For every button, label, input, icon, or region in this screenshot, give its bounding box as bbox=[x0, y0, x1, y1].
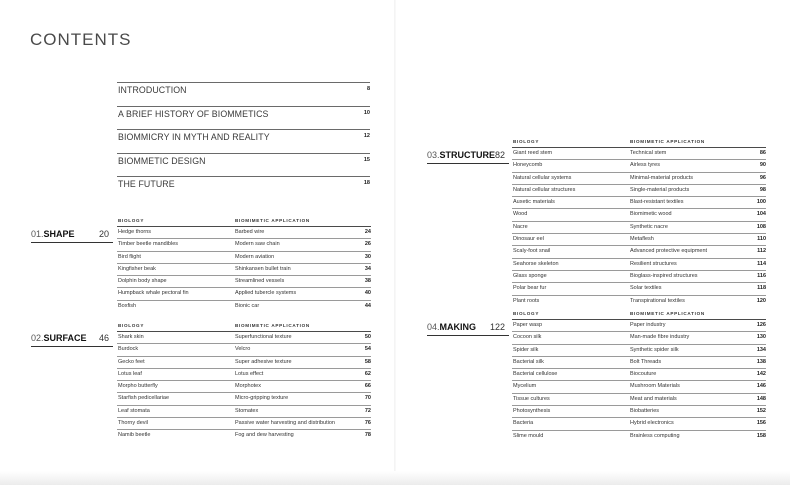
page-cell: 134 bbox=[756, 346, 766, 353]
section-heading bbox=[427, 150, 505, 160]
application-cell: Applied tubercle systems bbox=[235, 290, 297, 297]
page-cell: 58 bbox=[364, 358, 371, 365]
biology-cell: Plant roots bbox=[513, 297, 540, 304]
table-row bbox=[117, 356, 371, 368]
table-row bbox=[117, 429, 371, 441]
section-number: 03. bbox=[427, 150, 440, 160]
biology-cell: Dolphin body shape bbox=[118, 278, 167, 285]
application-cell: Technical stem bbox=[630, 150, 667, 156]
table-row bbox=[117, 405, 371, 417]
table-row bbox=[512, 368, 766, 380]
application-cell: Minimal-material products bbox=[630, 174, 693, 181]
table-row bbox=[512, 258, 766, 270]
biology-cell: Leaf stomata bbox=[118, 407, 150, 414]
section-page: 20 bbox=[98, 229, 109, 239]
biology-cell: Kingfisher beak bbox=[118, 265, 156, 272]
application-cell: Shinkansen bullet train bbox=[235, 265, 291, 272]
column-header-application: BIOMIMETIC APPLICATION bbox=[235, 218, 310, 223]
biology-cell: Hedge thorns bbox=[118, 229, 152, 235]
application-cell: Single-material products bbox=[630, 186, 690, 193]
page-title: CONTENTS bbox=[30, 30, 132, 49]
table-row bbox=[117, 263, 371, 275]
table-row bbox=[117, 251, 371, 263]
intro-item-label: INTRODUCTION bbox=[118, 85, 187, 95]
page-cell: 40 bbox=[364, 290, 371, 297]
page-cell: 24 bbox=[364, 229, 371, 235]
column-header-biology: BIOLOGY bbox=[118, 218, 145, 223]
application-cell: Stomatex bbox=[235, 407, 259, 414]
application-cell: Modern saw chain bbox=[235, 241, 280, 248]
section-name: SHAPE bbox=[43, 229, 75, 239]
table-row bbox=[512, 319, 766, 331]
section-page: 82 bbox=[494, 150, 505, 160]
section-heading bbox=[427, 322, 505, 332]
biology-cell: Dinosaur eel bbox=[513, 236, 544, 243]
table-row bbox=[512, 430, 766, 442]
intro-item bbox=[117, 153, 370, 177]
table-row bbox=[117, 287, 371, 299]
column-header-application: BIOMIMETIC APPLICATION bbox=[630, 311, 705, 316]
application-cell: Biomimetic wood bbox=[630, 211, 672, 218]
page-cell: 30 bbox=[364, 253, 371, 260]
application-cell: Modern aviation bbox=[235, 253, 275, 260]
section-heading bbox=[31, 333, 109, 343]
biology-cell: Photosynthesis bbox=[513, 408, 551, 415]
biology-cell: Bacterial silk bbox=[513, 358, 544, 365]
table-row bbox=[512, 233, 766, 245]
page-cell: 110 bbox=[757, 236, 766, 243]
table-row bbox=[117, 300, 371, 312]
page-cell: 114 bbox=[757, 260, 766, 267]
biology-cell: Mycelium bbox=[513, 383, 537, 390]
table-row bbox=[117, 380, 371, 392]
application-cell: Barbed wire bbox=[235, 229, 265, 235]
section-page: 46 bbox=[98, 333, 109, 343]
application-cell: Transpirational textiles bbox=[630, 297, 685, 304]
section-rule bbox=[427, 163, 509, 164]
page-cell: 104 bbox=[756, 211, 766, 218]
table-row bbox=[512, 172, 766, 184]
biology-cell: Nacre bbox=[513, 223, 528, 230]
table-row bbox=[512, 147, 766, 159]
page-shadow bbox=[0, 471, 790, 485]
page-cell: 138 bbox=[756, 358, 766, 365]
biology-cell: Thorny devil bbox=[118, 420, 148, 427]
page-cell: 112 bbox=[757, 248, 766, 255]
page-cell: 100 bbox=[756, 199, 766, 206]
page-cell: 76 bbox=[364, 420, 371, 427]
section-table bbox=[117, 226, 371, 312]
table-row bbox=[512, 208, 766, 220]
biology-cell: Lotus leaf bbox=[118, 370, 142, 377]
biology-cell: Bird flight bbox=[118, 253, 141, 260]
section-table bbox=[117, 331, 371, 442]
biology-cell: Shark skin bbox=[118, 334, 144, 340]
table-row bbox=[512, 393, 766, 405]
application-cell: Advanced protective equipment bbox=[630, 248, 708, 255]
section-rule bbox=[31, 242, 113, 243]
intro-list bbox=[117, 82, 370, 200]
intro-item-page: 12 bbox=[363, 133, 370, 139]
biology-cell: Cocoon silk bbox=[513, 334, 542, 341]
table-row bbox=[512, 159, 766, 171]
intro-item-label: BIOMMICRY IN MYTH AND REALITY bbox=[118, 132, 270, 142]
biology-cell: Starfish pedicellariae bbox=[118, 395, 170, 402]
biology-cell: Natural cellular structures bbox=[513, 186, 576, 193]
section-name: STRUCTURE bbox=[439, 150, 496, 160]
table-row bbox=[117, 343, 371, 355]
intro-item-label: BIOMMETIC DESIGN bbox=[118, 155, 206, 166]
table-row bbox=[512, 356, 766, 368]
page-cell: 118 bbox=[757, 285, 766, 292]
section-page: 122 bbox=[489, 322, 505, 332]
page-cell: 78 bbox=[364, 432, 371, 439]
column-header-biology: BIOLOGY bbox=[513, 311, 540, 316]
table-row bbox=[117, 275, 371, 287]
biology-cell: Tissue cultures bbox=[513, 395, 550, 402]
table-row bbox=[117, 238, 371, 250]
application-cell: Bolt Threads bbox=[630, 358, 662, 365]
table-row bbox=[512, 282, 766, 294]
application-cell: Superfunctional texture bbox=[235, 334, 292, 340]
intro-item-label: A BRIEF HISTORY OF BIOMMETICS bbox=[118, 108, 269, 119]
table-row bbox=[117, 417, 371, 429]
biology-cell: Spider silk bbox=[513, 346, 539, 353]
page-cell: 26 bbox=[364, 241, 371, 248]
application-cell: Lotus effect bbox=[235, 370, 264, 377]
table-row bbox=[512, 295, 766, 307]
biology-cell: Gecko feet bbox=[118, 358, 145, 365]
biology-cell: Wood bbox=[513, 211, 528, 218]
application-cell: Man-made fibre industry bbox=[630, 334, 690, 341]
table-row bbox=[512, 184, 766, 196]
application-cell: Biocouture bbox=[630, 371, 657, 378]
biology-cell: Bacterial cellulose bbox=[513, 371, 558, 378]
page-cell: 126 bbox=[756, 322, 766, 328]
biology-cell: Burdock bbox=[118, 346, 139, 353]
application-cell: Passive water harvesting and distribution bbox=[235, 420, 335, 427]
application-cell: Synthetic nacre bbox=[630, 223, 668, 230]
application-cell: Blast-resistant textiles bbox=[630, 199, 684, 206]
table-row bbox=[117, 331, 371, 343]
page-cell: 148 bbox=[756, 395, 766, 402]
biology-cell: Honeycomb bbox=[513, 162, 543, 169]
page-cell: 152 bbox=[756, 408, 766, 415]
section-table bbox=[512, 147, 766, 307]
biology-cell: Giant reed stem bbox=[513, 150, 553, 156]
application-cell: Airless tyres bbox=[630, 162, 660, 169]
page-cell: 146 bbox=[756, 383, 766, 390]
column-header-application: BIOMIMETIC APPLICATION bbox=[630, 139, 705, 144]
page-fold bbox=[394, 0, 396, 485]
table-row bbox=[512, 196, 766, 208]
application-cell: Micro-gripping texture bbox=[235, 395, 289, 402]
table-row bbox=[117, 368, 371, 380]
section-name: SURFACE bbox=[43, 333, 87, 343]
section-heading bbox=[31, 229, 109, 239]
page-cell: 50 bbox=[364, 334, 371, 340]
table-row bbox=[512, 221, 766, 233]
page-cell: 38 bbox=[364, 278, 371, 285]
table-row bbox=[117, 392, 371, 404]
page-cell: 62 bbox=[364, 370, 371, 377]
section-number: 02. bbox=[31, 333, 44, 343]
page-cell: 54 bbox=[364, 346, 371, 353]
application-cell: Meat and materials bbox=[630, 395, 677, 402]
intro-item-page: 15 bbox=[363, 156, 370, 163]
intro-item-page: 18 bbox=[363, 180, 370, 186]
application-cell: Velcro bbox=[235, 346, 251, 353]
intro-item bbox=[117, 129, 370, 153]
page-cell: 34 bbox=[364, 265, 371, 272]
section-name: MAKING bbox=[439, 322, 477, 332]
biology-cell: Bacteria bbox=[513, 420, 534, 427]
application-cell: Morphotex bbox=[235, 383, 261, 390]
application-cell: Paper industry bbox=[630, 322, 666, 328]
application-cell: Solar textiles bbox=[630, 285, 662, 292]
application-cell: Synthetic spider silk bbox=[630, 346, 679, 353]
table-row bbox=[512, 344, 766, 356]
biology-cell: Slime mould bbox=[513, 432, 544, 439]
page-cell: 156 bbox=[756, 420, 766, 427]
section-rule bbox=[31, 346, 113, 347]
section-number: 04. bbox=[427, 322, 440, 332]
application-cell: Streamlined vessels bbox=[235, 278, 285, 285]
intro-item-page: 10 bbox=[363, 109, 370, 116]
page-cell: 70 bbox=[364, 395, 371, 402]
application-cell: Bionic car bbox=[235, 302, 260, 309]
table-row bbox=[512, 417, 766, 429]
page-cell: 86 bbox=[759, 150, 766, 156]
page-cell: 90 bbox=[759, 162, 766, 169]
application-cell: Hybrid electronics bbox=[630, 420, 674, 427]
application-cell: Resilient structures bbox=[630, 260, 677, 267]
application-cell: Fog and dew harvesting bbox=[235, 432, 294, 439]
page-cell: 142 bbox=[756, 371, 766, 378]
biology-cell: Polar bear fur bbox=[513, 285, 547, 292]
application-cell: Super adhesive texture bbox=[235, 358, 292, 365]
page-cell: 108 bbox=[756, 223, 766, 230]
application-cell: Mushroom Materials bbox=[630, 383, 680, 390]
intro-item bbox=[117, 106, 370, 130]
biology-cell: Namib beetle bbox=[118, 432, 151, 439]
page-cell: 120 bbox=[756, 297, 766, 304]
biology-cell: Auxetic materials bbox=[513, 199, 555, 206]
column-header-biology: BIOLOGY bbox=[118, 323, 145, 328]
column-header-application: BIOMIMETIC APPLICATION bbox=[235, 323, 310, 328]
page-cell: 116 bbox=[757, 272, 766, 279]
section-table bbox=[512, 319, 766, 442]
intro-item-page: 8 bbox=[366, 86, 370, 92]
biology-cell: Timber beetle mandibles bbox=[118, 241, 179, 248]
column-header-biology: BIOLOGY bbox=[513, 139, 540, 144]
table-row bbox=[117, 226, 371, 238]
section-number: 01. bbox=[31, 229, 44, 239]
biology-cell: Scaly-foot snail bbox=[513, 248, 551, 255]
page-cell: 44 bbox=[364, 302, 371, 309]
page-cell: 130 bbox=[756, 334, 766, 341]
application-cell: Biobatteries bbox=[630, 408, 660, 415]
application-cell: Brainless computing bbox=[630, 432, 680, 439]
page-cell: 96 bbox=[759, 174, 766, 181]
table-row bbox=[512, 245, 766, 257]
biology-cell: Boxfish bbox=[118, 302, 137, 309]
section-rule bbox=[427, 335, 509, 336]
table-row bbox=[512, 270, 766, 282]
intro-item bbox=[117, 176, 370, 200]
table-row bbox=[512, 331, 766, 343]
biology-cell: Humpback whale pectoral fin bbox=[118, 290, 189, 297]
biology-cell: Glass sponge bbox=[513, 272, 547, 279]
biology-cell: Seahorse skeleton bbox=[513, 260, 559, 267]
page-cell: 98 bbox=[759, 186, 766, 193]
page-cell: 72 bbox=[364, 407, 371, 414]
biology-cell: Morpho butterfly bbox=[118, 383, 158, 390]
intro-item-label: THE FUTURE bbox=[118, 179, 175, 189]
table-row bbox=[512, 380, 766, 392]
application-cell: Bioglass-inspired structures bbox=[630, 272, 698, 279]
page-cell: 66 bbox=[364, 383, 371, 390]
biology-cell: Natural cellular systems bbox=[513, 174, 572, 181]
table-row bbox=[512, 405, 766, 417]
application-cell: Metaflesh bbox=[630, 236, 654, 243]
page-cell: 158 bbox=[756, 432, 766, 439]
biology-cell: Paper wasp bbox=[513, 322, 543, 328]
intro-item bbox=[117, 82, 370, 106]
